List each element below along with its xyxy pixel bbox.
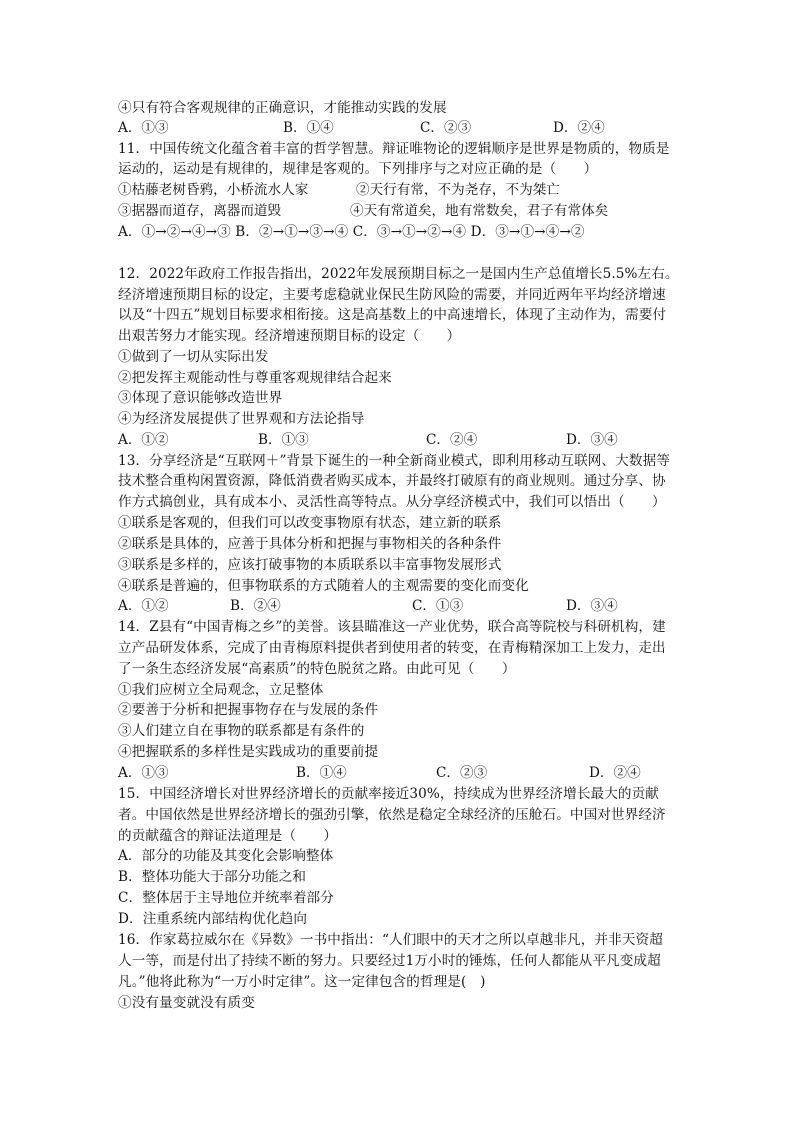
q15-stem-line-1: 15．中国经济增长对世界经济增长的贡献率接近30%，持续成为世界经济增长最大的贡献 [118, 786, 659, 802]
q12-item-2: ②把发挥主观能动性与尊重客观规律结合起来 [118, 370, 392, 386]
q13-options [0, 596, 794, 616]
q10-option-b: B．①④ [283, 120, 334, 136]
q14-option-c: C．②③ [436, 765, 488, 781]
q12-item-4: ④为经济发展提供了世界观和方法论指导 [118, 411, 365, 427]
q13-option-a: A．①② [118, 598, 169, 614]
q16-stem-line-2: 人一等，而是付出了持续不断的努力。只要经过1万小时的锤炼，任何人都能从平凡变成超 [118, 953, 661, 969]
q16-stem-line-1: 16．作家葛拉威尔在《异数》一书中指出：“人们眼中的天才之所以卓越非凡，并非天资超 [118, 932, 663, 948]
q14-stem-line-2: 立产品研发体系，完成了由青梅原料提供者到使用者的转变，在青梅精深加工上发力，走出 [118, 640, 666, 656]
q11-items-row-1 [0, 180, 794, 200]
q13-item-3: ③联系是多样的，应该打破事物的本质联系以丰富事物发展形式 [118, 557, 502, 573]
q15-stem-line-2: 者。中国依然是世界经济增长的强劲引擎，依然是稳定全球经济的压舱石。中国对世界经济 [118, 807, 666, 823]
q12-stem-line-1: 12．2022年政府工作报告指出，2022年发展预期目标之一是国内生产总值增长5.5%左右。 [118, 266, 679, 282]
q12-option-a: A．①② [118, 432, 169, 448]
q15-choice-b: B．整体功能大于部分功能之和 [118, 869, 307, 885]
q11-item-1: ①枯藤老树昏鸦，小桥流水人家 [118, 182, 309, 198]
q12-stem-line-2: 经济增速预期目标的设定，主要考虑稳就业保民生防风险的需要，并同近两年平均经济增速 [118, 287, 666, 303]
q14-option-b: B．①④ [296, 765, 347, 781]
q14-item-2: ②要善于分析和把握事物存在与发展的条件 [118, 702, 379, 718]
q11-items-row-2 [0, 201, 794, 221]
q14-item-4: ④把握联系的多样性是实践成功的重要前提 [118, 744, 379, 760]
q15-choice-d: D．注重系统内部结构优化趋向 [118, 911, 308, 927]
q13-stem-line-2: 技术整合重构闲置资源，降低消费者购买成本，并最终打破原有的商业规则。通过分享、协 [118, 473, 666, 489]
q14-option-d: D．②④ [589, 765, 641, 781]
q10-options [0, 118, 794, 138]
q10-option-a: A．①③ [118, 120, 169, 136]
q12-item-1: ①做到了一切从实际出发 [118, 349, 269, 365]
q11-options: A．①→②→④→③ B．②→①→③→④ C．③→①→②→④ D．③→①→④→② [118, 224, 585, 240]
q16-item-1: ①没有量变就没有质变 [118, 995, 255, 1011]
q11-stem-line-1: 11．中国传统文化蕴含着丰富的哲学智慧。辩证唯物论的逻辑顺序是世界是物质的，物质是 [118, 141, 670, 157]
q13-item-2: ②联系是具体的，应善于具体分析和把握与事物相关的各种条件 [118, 536, 502, 552]
q15-choice-c: C．整体居于主导地位并统率着部分 [118, 890, 334, 906]
q12-option-c: C．②④ [426, 432, 478, 448]
q11-stem-line-2: 运动的，运动是有规律的，规律是客观的。下列排序与之对应正确的是（ ） [118, 161, 598, 177]
q12-stem-line-3: 以及“十四五”规划目标要求相衔接。这是高基数上的中高速增长，体现了主动作为，需要付 [118, 307, 667, 323]
q10-item-4: ④只有符合客观规律的正确意识，才能推动实践的发展 [118, 100, 447, 116]
q14-stem-line-1: 14．Z县有“中国青梅之乡”的美誉。该县瞄准这一产业优势，联合高等院校与科研机构，建 [118, 619, 666, 635]
q13-option-d: D．③④ [566, 598, 618, 614]
q14-option-a: A．①③ [118, 765, 169, 781]
q13-stem-line-1: 13．分享经济是“互联网＋”背景下诞生的一种全新商业模式，即利用移动互联网、大数据等 [118, 453, 670, 469]
q12-options [0, 430, 794, 450]
q12-option-d: D．③④ [566, 432, 618, 448]
q13-option-b: B．②④ [230, 598, 281, 614]
q11-item-2: ②天行有常，不为尧存，不为桀亡 [356, 182, 560, 198]
q16-stem-line-3: 凡。”他将此称为“一万小时定律”。这一定律包含的哲理是( ) [118, 974, 486, 990]
q11-item-3: ③据器而道存，离器而道毁 [118, 203, 282, 219]
q13-option-c: C．①③ [412, 598, 464, 614]
q15-stem-line-3: 的贡献蕴含的辩证法道理是（ ） [118, 828, 338, 844]
q12-stem-line-4: 出艰苦努力才能实现。经济增速预期目标的设定（ ） [118, 328, 461, 344]
q14-item-3: ③人们建立自在事物的联系都是有条件的 [118, 723, 365, 739]
q12-option-b: B．①③ [258, 432, 309, 448]
q10-option-c: C．②③ [420, 120, 472, 136]
q11-item-4: ④天有常道矣，地有常数矣，君子有常体矣 [350, 203, 609, 219]
q12-item-3: ③体现了意识能够改造世界 [118, 390, 283, 406]
q14-item-1: ①我们应树立全局观念，立足整体 [118, 682, 324, 698]
q15-choice-a: A．部分的功能及其变化会影响整体 [118, 848, 334, 864]
q10-option-d: D．②④ [553, 120, 605, 136]
q13-item-1: ①联系是客观的，但我们可以改变事物原有状态，建立新的联系 [118, 515, 502, 531]
q13-item-4: ④联系是普遍的，但事物联系的方式随着人的主观需要的变化而变化 [118, 578, 529, 594]
q13-stem-line-3: 作方式搞创业，具有成本小、灵活性高等特点。从分享经济模式中，我们可以悟出（ ） [118, 494, 666, 510]
q14-stem-line-3: 了一条生态经济发展“高素质”的特色脱贫之路。由此可见（ ） [118, 661, 516, 677]
q14-options [0, 763, 794, 783]
